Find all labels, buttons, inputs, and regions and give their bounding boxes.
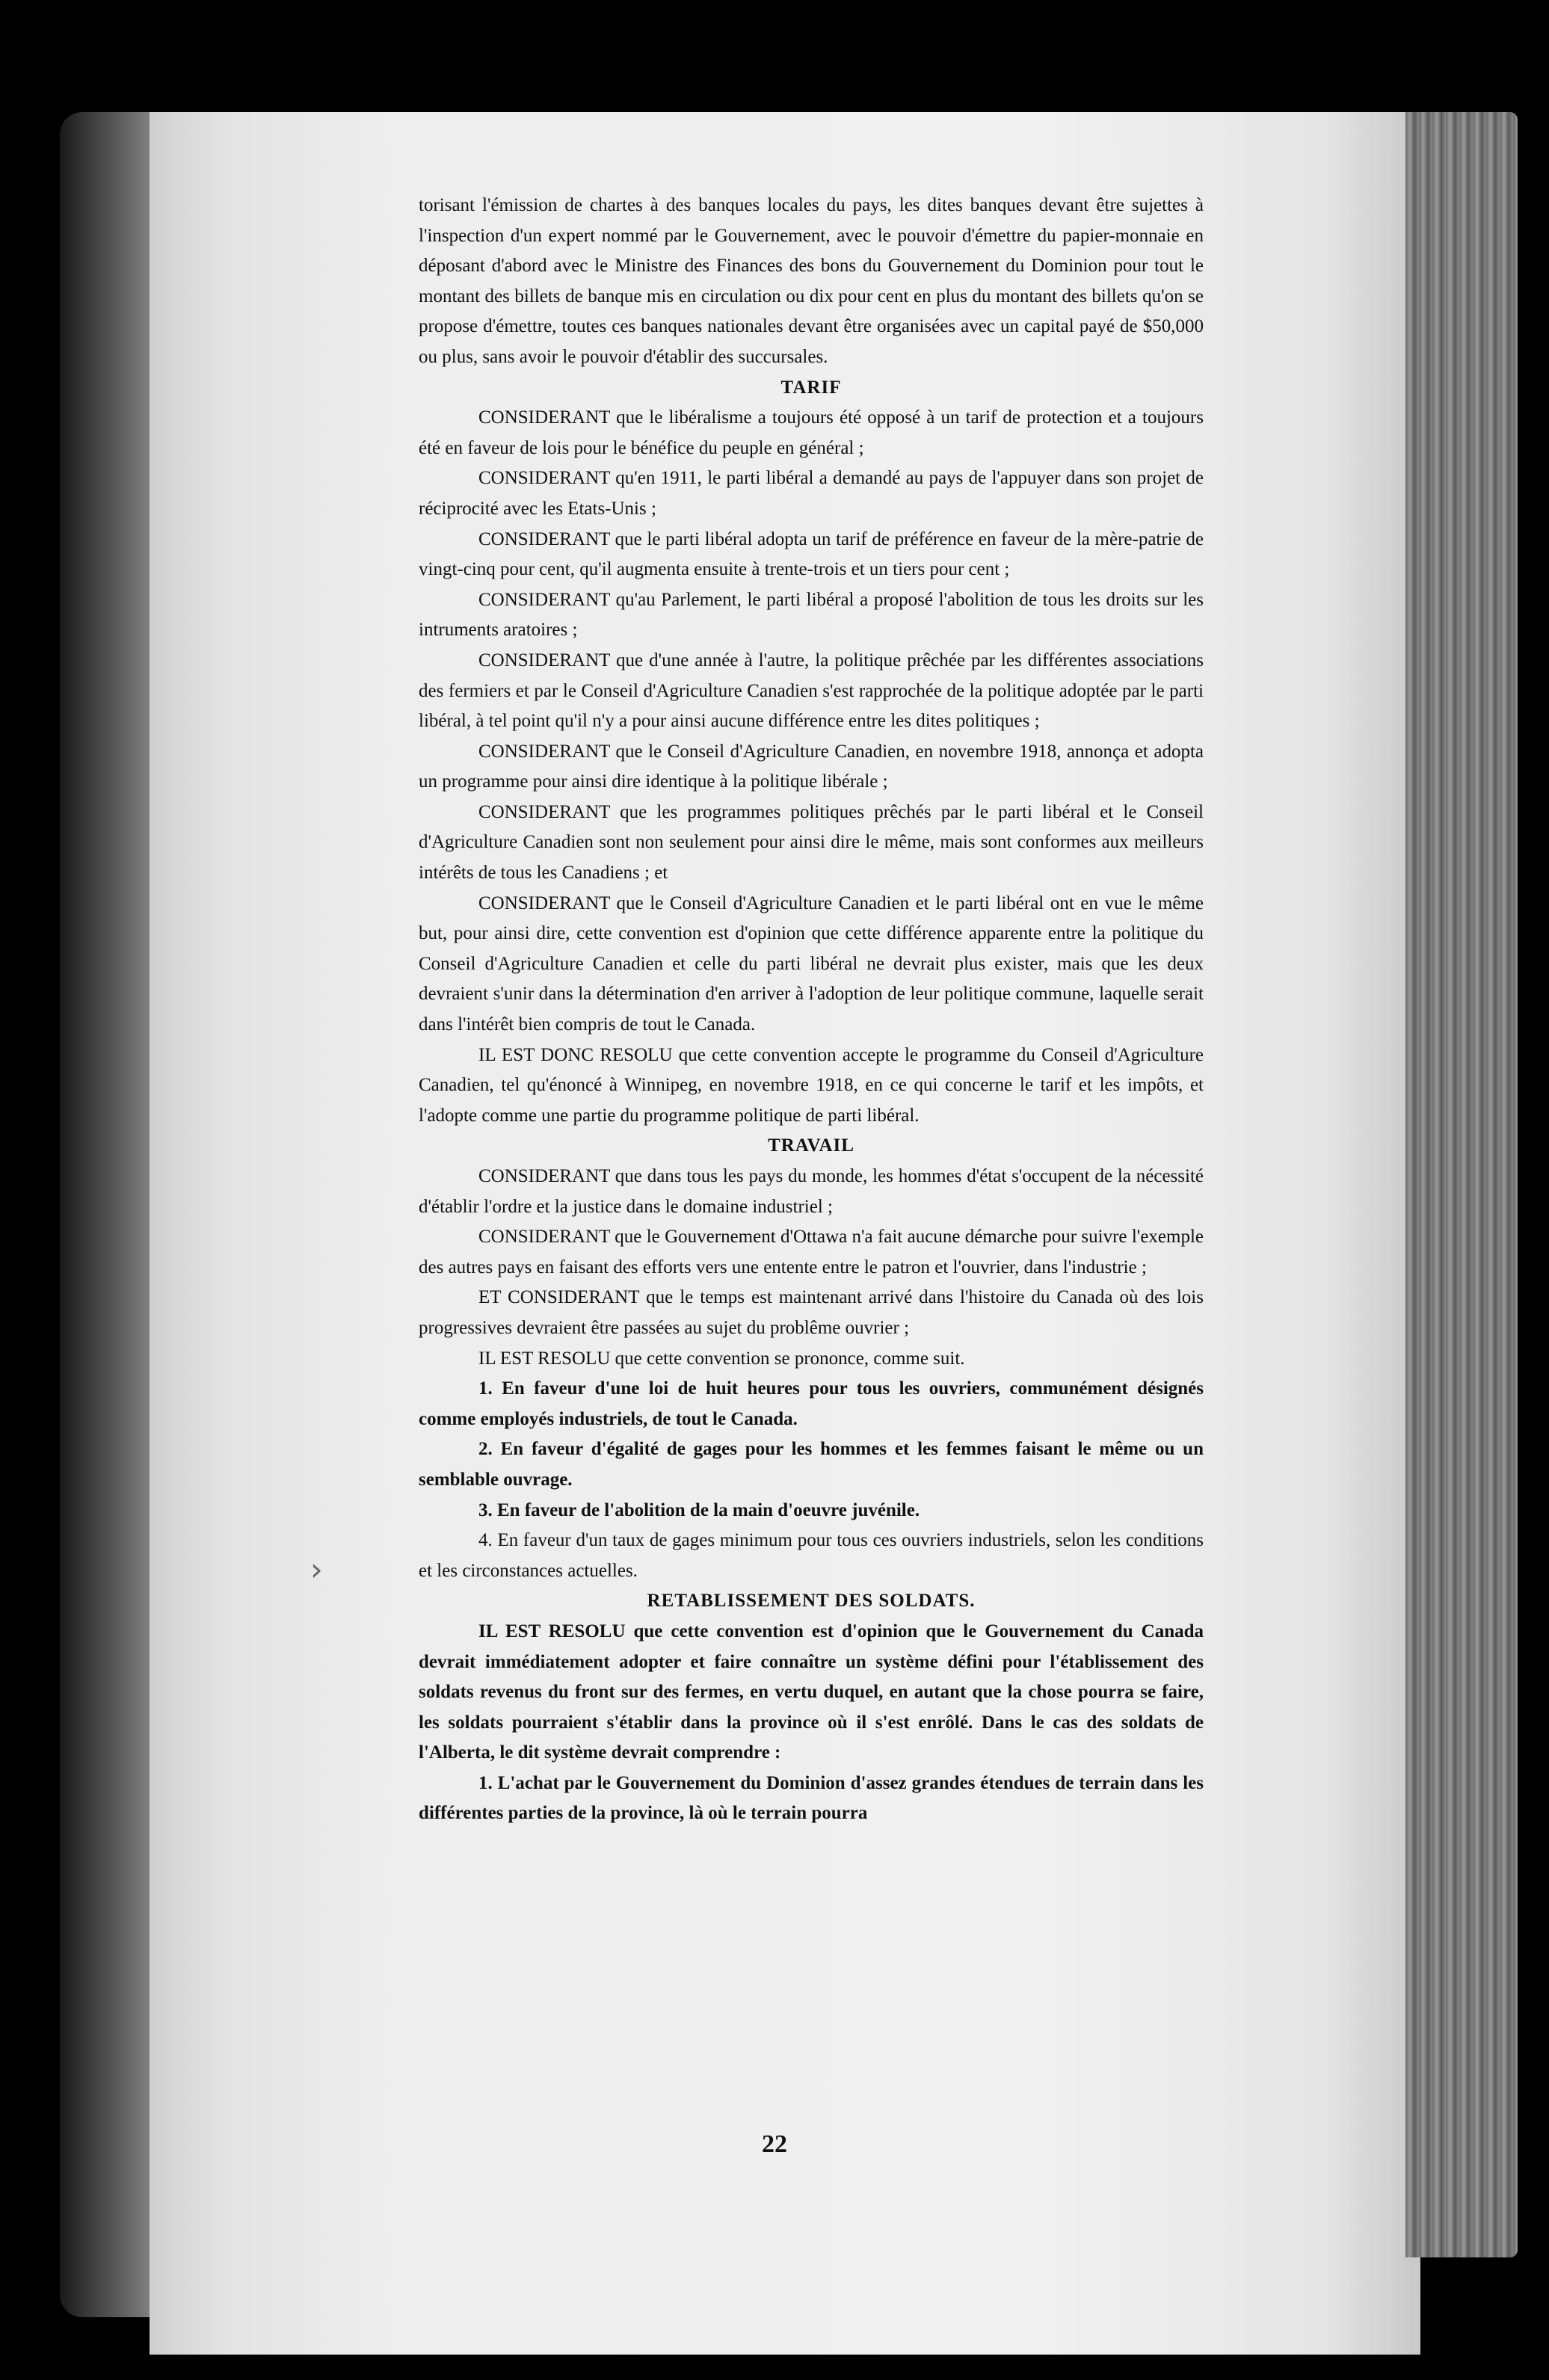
paragraph: CONSIDERANT que les programmes politiques prêchés par le parti libéral et le Conseil d'Agriculture Canadien sont non seulement pour ainsi dire le même, mais sont conformes aux meilleurs intérêts de tous les Canadiens ; et bbox=[419, 801, 1204, 884]
numbered-item: 4. En faveur d'un taux de gages minimum pour tous ces ouvriers industriels, selon les conditions et les circonstances actuelles. bbox=[419, 1530, 1204, 1581]
paragraph: IL EST RESOLU que cette convention est d'opinion que le Gouvernement du Canada devrait immédiatement adopter et faire connaître un système défini pour l'établissement des soldats revenus du front sur des fermes, en vertu duquel, en autant que la chose pourra se faire, les soldats pourraient s'établir dans la province où il s'est enrôlé. Dans le cas des soldats de l'Alberta, le dit système devrait comprendre : bbox=[419, 1621, 1204, 1763]
paragraph: ET CONSIDERANT que le temps est maintenant arrivé dans l'histoire du Canada où des lois progressives devraient être passées au sujet du problême ouvrier ; bbox=[419, 1287, 1204, 1338]
paragraph: IL EST DONC RESOLU que cette convention accepte le programme du Conseil d'Agriculture Canadien, tel qu'énoncé à Winnipeg, en novembre 1918, en ce qui concerne le tarif et les impôts, et l'adopte comme une partie du programme politique de parti libéral. bbox=[419, 1044, 1204, 1126]
paragraph: IL EST RESOLU que cette convention se prononce, comme suit. bbox=[478, 1348, 965, 1369]
page-number: 22 bbox=[762, 2130, 787, 2158]
intro-paragraph: torisant l'émission de chartes à des banques locales du pays, les dites banques devant être sujettes à l'inspection d'un expert nommé par le Gouvernement, avec le pouvoir d'émettre du papier-monnaie en déposant d'abord avec le Ministre des Finances des bons du Gouvernement du Dominion pour tout le montant des billets de banque mis en circulation ou dix pour cent en plus du montant des billets qu'on se propose d'émettre, toutes ces banques nationales devant être organisées avec un capital payé de $50,000 ou plus, sans avoir le pouvoir d'établir des succursales. bbox=[419, 195, 1204, 367]
numbered-item: 2. En faveur d'égalité de gages pour les hommes et les femmes faisant le même ou un semblable ouvrage. bbox=[419, 1439, 1204, 1490]
paragraph: CONSIDERANT que le parti libéral adopta un tarif de préférence en faveur de la mère-patrie de vingt-cinq pour cent, qu'il augmenta ensuite à trente-trois et un tiers pour cent ; bbox=[419, 528, 1204, 580]
paragraph: CONSIDERANT qu'au Parlement, le parti libéral a proposé l'abolition de tous les droits sur les intruments aratoires ; bbox=[419, 589, 1204, 641]
numbered-item: 3. En faveur de l'abolition de la main d'oeuvre juvénile. bbox=[478, 1499, 920, 1520]
paragraph: CONSIDERANT que le Gouvernement d'Ottawa n'a fait aucune démarche pour suivre l'exemple des autres pays en faisant des efforts vers une entente entre le patron et l'ouvrier, dans l'industrie ; bbox=[419, 1227, 1204, 1277]
section-title-tarif: TARIF bbox=[780, 377, 842, 398]
paragraph: CONSIDERANT que dans tous les pays du monde, les hommes d'état s'occupent de la nécessité d'établir l'ordre et la justice dans le domaine industriel ; bbox=[419, 1166, 1204, 1217]
margin-mark-icon: › bbox=[310, 1551, 323, 1588]
numbered-item: 1. L'achat par le Gouvernement du Dominion d'assez grandes étendues de terrain dans les différentes parties de la province, là où le terrain pourra bbox=[419, 1772, 1204, 1824]
document-body bbox=[419, 191, 1204, 1829]
paragraph: CONSIDERANT que le libéralisme a toujours été opposé à un tarif de protection et a toujours été en faveur de lois pour le bénéfice du peuple en général ; bbox=[419, 407, 1204, 458]
paragraph: CONSIDERANT que d'une année à l'autre, la politique prêchée par les différentes associations des fermiers et par le Conseil d'Agriculture Canadien s'est rapprochée de la politique adoptée par le parti libéral, à tel point qu'il n'y a pour ainsi aucune différence entre les dites politiques ; bbox=[419, 650, 1204, 732]
section-title-travail: TRAVAIL bbox=[768, 1135, 854, 1156]
paragraph: CONSIDERANT qu'en 1911, le parti libéral a demandé au pays de l'appuyer dans son projet de réciprocité avec les Etats-Unis ; bbox=[419, 468, 1204, 519]
paragraph: CONSIDERANT que le Conseil d'Agriculture Canadien et le parti libéral ont en vue le même but, pour ainsi dire, cette convention est d'opinion que cette différence apparente entre la politique du Conseil d'Agriculture Canadien et celle du parti libéral ne devrait plus exister, mais que les deux devraient s'unir dans la détermination d'en arriver à l'adoption de leur politique commune, laquelle serait dans l'intérêt bien compris de tout le Canada. bbox=[419, 892, 1204, 1035]
page-stack-edges bbox=[1405, 112, 1518, 2257]
section-title-soldats: RETABLISSEMENT DES SOLDATS. bbox=[647, 1591, 976, 1612]
numbered-item: 1. En faveur d'une loi de huit heures pour tous les ouvriers, communément désignés comme employés industriels, de tout le Canada. bbox=[419, 1378, 1204, 1429]
paragraph: CONSIDERANT que le Conseil d'Agriculture Canadien, en novembre 1918, annonça et adopta un programme pour ainsi dire identique à la politique libérale ; bbox=[419, 741, 1204, 792]
